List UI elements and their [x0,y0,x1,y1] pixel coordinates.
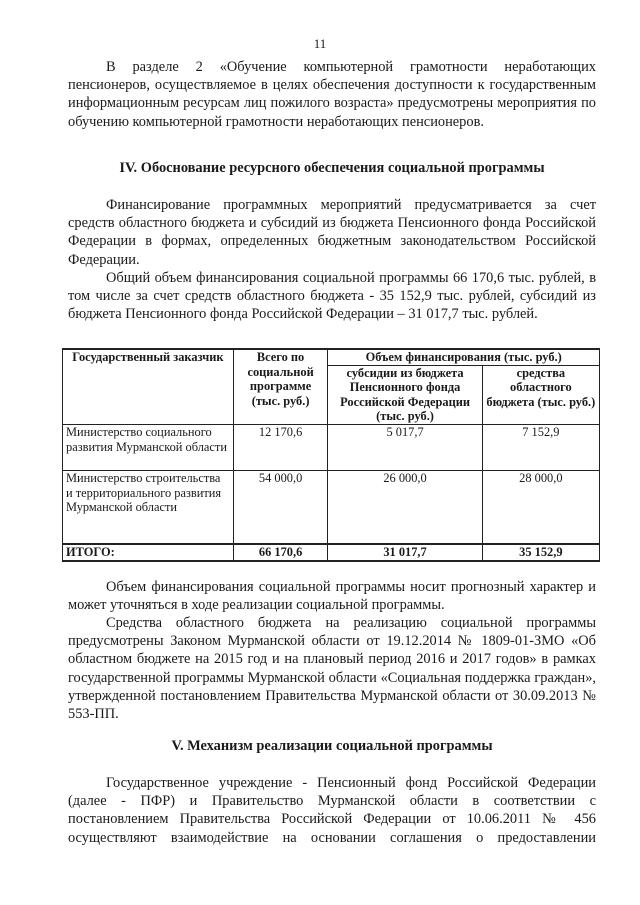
cell-customer: Министерство строительства и территориального развития Мурманской области [63,470,234,544]
financing-table [62,348,600,562]
section5-para1: Государственное учреждение - Пенсионный фонд Российской Федерации (далее - ПФР) и Правительство Мурманской области в соответствии с постановлением Правительства Российской Федерации от 10.06.2011 № 456 осуществляют взаимодействие на основании соглашения о предоставлении [68,775,596,846]
header-volume: Объем финансирования (тыс. руб.) [328,349,600,365]
after-table-para1: Объем финансирования социальной программы носит прогнозный характер и может уточняться в ходе реализации социальной программы. [68,579,596,614]
cell-pfr: 5 017,7 [328,424,482,470]
header-customer: Государственный заказчик [63,349,234,424]
table-row [63,470,600,544]
section2-paragraph: В разделе 2 «Обучение компьютерной грамотности неработающих пенсионеров, осуществляемое в целях обеспечения доступности к государственным информационным ресурсам лиц пожилого возраста» предусмотрены мероприятия по обучению компьютерной грамотности неработающих пенсионеров. [68,59,596,130]
header-pfr: субсидии из бюджета Пенсионного фонда Российской Федерации (тыс. руб.) [328,365,482,424]
cell-customer: Министерство социального развития Мурманской области [63,424,234,470]
header-total: Всего по социальной программе (тыс. руб.) [233,349,328,424]
cell-total: 54 000,0 [233,470,328,544]
page-number: 11 [313,36,327,51]
after-table-para2: Средства областного бюджета на реализацию социальной программы предусмотрены Законом Мурманской области от 19.12.2014 № 1809-01-ЗМО «Об областном бюджете на 2015 год и на плановый период 2016 и 2017 годов» в рамках государственной программы Мурманской области «Социальная поддержка граждан», утвержденной постановлением Правительства Мурманской области от 30.09.2013 № 553-ПП. [68,615,596,723]
table-row [63,424,600,470]
total-all: 66 170,6 [233,544,328,561]
header-regional: средства областного бюджета (тыс. руб.) [482,365,599,424]
total-label: ИТОГО: [63,544,234,561]
section5-heading: V. Механизм реализации социальной программы [171,738,493,754]
cell-regional: 28 000,0 [482,470,599,544]
cell-pfr: 26 000,0 [328,470,482,544]
section4-para1: Финансирование программных мероприятий предусматривается за счет средств областного бюджета и субсидий из бюджета Пенсионного фонда Российской Федерации в формах, определенных бюджетным законодательством Российской Федерации. [68,197,596,268]
table-total-row [63,544,600,561]
cell-regional: 7 152,9 [482,424,599,470]
section4-heading: IV. Обоснование ресурсного обеспечения социальной программы [119,160,545,176]
section4-para2: Общий объем финансирования социальной программы 66 170,6 тыс. рублей, в том числе за счет средств областного бюджета - 35 152,9 тыс. рублей, субсидий из бюджета Пенсионного фонда Российской Федерации – 31 017,7 тыс. рублей. [68,270,596,323]
cell-total: 12 170,6 [233,424,328,470]
total-regional: 35 152,9 [482,544,599,561]
total-pfr: 31 017,7 [328,544,482,561]
